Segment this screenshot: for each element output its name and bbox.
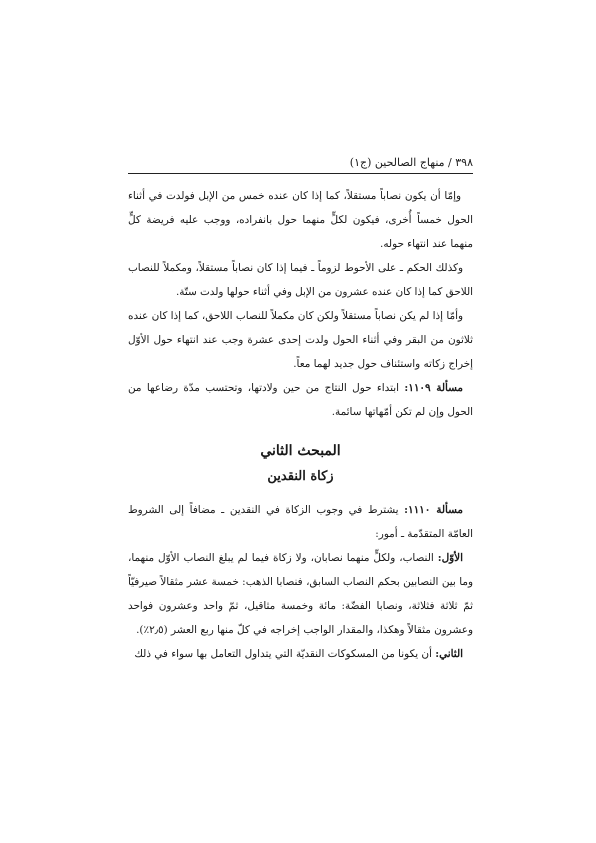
paragraph-4 [128, 376, 473, 424]
paragraph-6-text: النصاب، ولكلٍّ منهما نصابان، ولا زكاة فيما لم يبلغ النصاب الأوّل منهما، وما بين النصابين بحكم النصاب السابق، فنصابا الذهب: خمسة عشر مثقالاً صيرفيّاً ثمّ ثلاثة فثلاثة، ونصابا الفضّة: مائة وخمسة مثاقيل، ثمّ واحد وعشرون فواحد وعشرون مثقالاً وهكذا، والمقدار الواجب إخراجه في كلّ منها ربع العشر (٢٫٥٪). [128, 552, 473, 636]
paragraph-4-text: ابتداء حول النتاج من حين ولادتها، وتحتسب مدّة رضاعها من الحول وإن لم تكن أمّهاتها سائمة. [128, 382, 473, 418]
issue-number-1109: مسألة ١١٠٩: [404, 382, 463, 394]
paragraph-7 [128, 642, 473, 666]
paragraph-1: وإمّا أن يكون نصاباً مستقلاً، كما إذا كان عنده خمس من الإبل فولدت في أثناء الحول خمساً أُخرى، فيكون لكلٍّ منهما حول بانفراده، ووجب عليه فريضة كلٍّ منهما عند انتهاء حوله. [128, 190, 473, 250]
section-subtitle: زكاة النقدين [267, 469, 334, 484]
paragraph-6 [128, 546, 473, 642]
book-page [128, 156, 473, 666]
paragraph-5 [128, 498, 473, 546]
paragraph-5-text: يشترط في وجوب الزكاة في النقدين ـ مضافاً إلى الشروط العامّة المتقدّمة ـ أمور: [128, 504, 473, 540]
condition-first-label: الأوّل: [437, 552, 463, 564]
running-header: ٣٩٨ / منهاج الصالحين (ج١) [128, 156, 473, 174]
paragraph-3: وأمّا إذا لم يكن نصاباً مستقلاً ولكن كان مكملاً للنصاب اللاحق، كما إذا كان عنده ثلاثون من البقر وفي أثناء الحول ولدت إحدى عشرة وجب عند انتهاء حول الأوّل إخراج زكاته واستئناف حول جديد لهما معاً. [128, 310, 473, 370]
section-title: المبحث الثاني [260, 443, 341, 459]
paragraph-2: وكذلك الحكم ـ على الأحوط لزوماً ـ فيما إذا كان نصاباً مستقلاً، ومكملاً للنصاب اللاحق كما إذا كان عنده عشرون من الإبل وفي أثناء حولها ولدت ستّة. [128, 262, 473, 298]
issue-number-1110: مسألة ١١١٠: [404, 504, 463, 516]
paragraph-7-text: أن يكونا من المسكوكات النقديّة التي يتداول التعامل بها سواء في ذلك [134, 648, 436, 660]
condition-second-label: الثاني: [435, 648, 463, 660]
